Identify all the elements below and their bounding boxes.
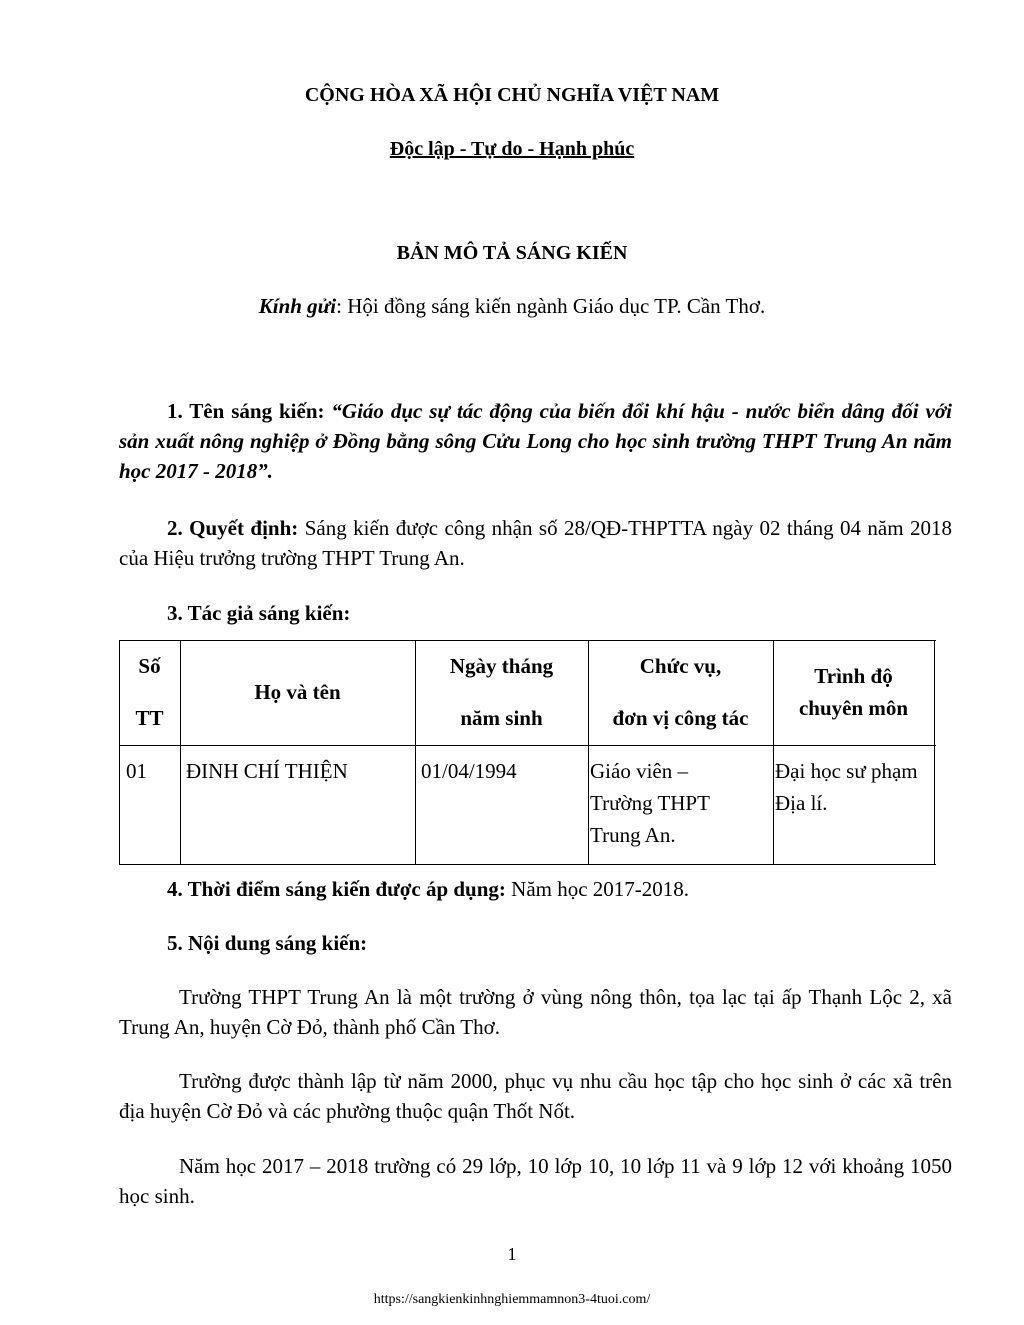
section-5-paragraph-1: Trường THPT Trung An là một trường ở vùng nông thôn, tọa lạc tại ấp Thạnh Lộc 2, xã Trung An, huyện Cờ Đỏ, thành phố Cần Thơ. bbox=[119, 985, 952, 1039]
section-2 bbox=[119, 513, 952, 573]
table-col-divider-1 bbox=[180, 640, 181, 865]
row-degree-line2: Địa lí. bbox=[775, 791, 828, 815]
header-position-line1: Chức vụ, bbox=[639, 654, 722, 678]
table-border-bottom bbox=[119, 864, 936, 865]
section-3-label: 3. Tác giả sáng kiến: bbox=[167, 601, 351, 625]
header-name: Họ và tên bbox=[254, 680, 341, 704]
table-border-top bbox=[119, 640, 936, 641]
authors-table bbox=[119, 640, 936, 865]
row-position-line2: Trường THPT bbox=[590, 791, 710, 815]
recipient-text: : Hội đồng sáng kiến ngành Giáo dục TP. Cần Thơ. bbox=[336, 294, 766, 318]
row-dob: 01/04/1994 bbox=[421, 759, 517, 783]
nation-heading: CỘNG HÒA XÃ HỘI CHỦ NGHĨA VIỆT NAM bbox=[304, 84, 720, 106]
motto: Độc lập - Tự do - Hạnh phúc bbox=[389, 138, 635, 160]
table-header-divider bbox=[119, 745, 936, 746]
header-dob-line2: năm sinh bbox=[460, 706, 543, 730]
section-4-text: Năm học 2017-2018. bbox=[505, 877, 690, 901]
section-1-title: “Giáo dục sự tác động của biến đổi khí hậu - nước biển dâng đối với sản xuất nông nghiệp ở Đồng bằng sông Cửu Long cho học sinh trường THPT Trung An năm học 2017 - 2018”. bbox=[119, 399, 952, 483]
row-position-line3: Trung An. bbox=[590, 823, 676, 847]
document-title: BẢN MÔ TẢ SÁNG KIẾN bbox=[396, 242, 628, 264]
section-5-paragraph-2: Trường được thành lập từ năm 2000, phục vụ nhu cầu học tập cho học sinh ở các xã trên địa huyện Cờ Đỏ và các phường thuộc quận Thốt Nốt. bbox=[119, 1069, 952, 1123]
section-1-label: 1. Tên sáng kiến: bbox=[167, 399, 332, 423]
section-4-label: 4. Thời điểm sáng kiến được áp dụng: bbox=[167, 877, 506, 901]
motto-wrapper bbox=[0, 138, 1024, 161]
recipient-line bbox=[0, 294, 1024, 319]
table-border-right bbox=[934, 640, 935, 865]
header-position-line2: đơn vị công tác bbox=[612, 706, 749, 730]
section-2-label: 2. Quyết định: bbox=[167, 516, 299, 540]
section-4 bbox=[119, 874, 952, 904]
header-degree-line2: chuyên môn bbox=[798, 696, 909, 720]
section-5-label: 5. Nội dung sáng kiến: bbox=[167, 931, 368, 955]
section-5-paragraph-3: Năm học 2017 – 2018 trường có 29 lớp, 10 lớp 10, 10 lớp 11 và 9 lớp 12 với khoảng 1050 học sinh. bbox=[119, 1154, 952, 1208]
section-1 bbox=[119, 396, 952, 486]
page-number: 1 bbox=[507, 1244, 517, 1264]
footer-url[interactable]: https://sangkienkinhnghiemmamnon3-4tuoi.com/ bbox=[373, 1292, 651, 1307]
section-2-text: Sáng kiến được công nhận số 28/QĐ-THPTTA ngày 02 tháng 04 năm 2018 của Hiệu trưởng trường THPT Trung An. bbox=[119, 516, 952, 570]
row-position-line1: Giáo viên – bbox=[590, 759, 688, 783]
row-stt: 01 bbox=[126, 759, 147, 783]
row-degree-line1: Đại học sư phạm bbox=[775, 759, 918, 783]
header-degree-line1: Trình độ bbox=[814, 664, 893, 688]
recipient-label: Kính gửi bbox=[258, 294, 337, 318]
row-name: ĐINH CHÍ THIỆN bbox=[186, 759, 348, 783]
header-stt-line2: TT bbox=[135, 706, 164, 730]
header-dob-line1: Ngày tháng bbox=[449, 654, 554, 678]
header-stt-line1: Số bbox=[138, 654, 161, 678]
